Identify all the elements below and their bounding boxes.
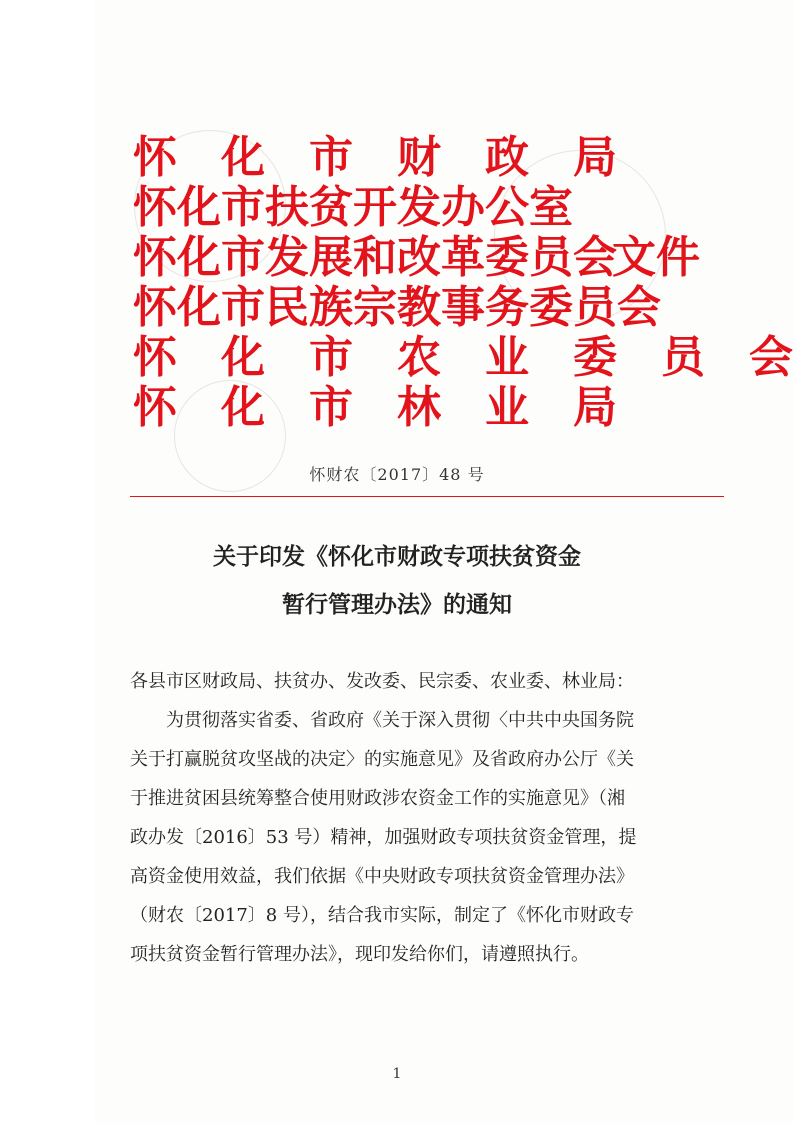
title-line-2: 暂行管理办法》的通知	[282, 592, 512, 618]
body-line: （财农〔2017〕8 号），结合我市实际，制定了《怀化市财政专	[130, 905, 634, 926]
page-number: 1	[392, 1066, 402, 1082]
issuer-ethnic-religious-commission: 怀化市民族宗教事务委员会	[133, 282, 661, 333]
issuer-agriculture-commission: 怀 化 市 农 业 委 员 会	[133, 332, 793, 383]
body-line: 政办发〔2016〕53 号）精神，加强财政专项扶贫资金管理，提	[130, 827, 637, 848]
issuer-poverty-office: 怀化市扶贫开发办公室	[133, 182, 573, 233]
body-line: 项扶贫资金暂行管理办法》，现印发给你们，请遵照执行。	[130, 944, 589, 965]
doc-type-label: 文件	[612, 232, 700, 283]
issuer-development-commission: 怀化市发展和改革委员会	[133, 232, 617, 283]
document-number: 怀财农〔2017〕48 号	[309, 465, 485, 484]
issuer-forestry-bureau: 怀 化 市 林 业 局	[133, 382, 617, 433]
issuer-finance-bureau: 怀 化 市 财 政 局	[133, 132, 617, 183]
title-line-1: 关于印发《怀化市财政专项扶贫资金	[213, 544, 581, 570]
body-line: 于推进贫困县统筹整合使用财政涉农资金工作的实施意见》（湘	[130, 788, 625, 809]
body-line: 为贯彻落实省委、省政府《关于深入贯彻〈中共中央国务院	[130, 710, 634, 731]
body-line: 高资金使用效益，我们依据《中央财政专项扶贫资金管理办法》	[130, 866, 634, 887]
body-line: 关于打赢脱贫攻坚战的决定〉的实施意见》及省政府办公厅《关	[130, 749, 634, 770]
salutation: 各县市区财政局、扶贫办、发改委、民宗委、农业委、林业局：	[130, 671, 634, 692]
red-divider	[130, 496, 724, 497]
